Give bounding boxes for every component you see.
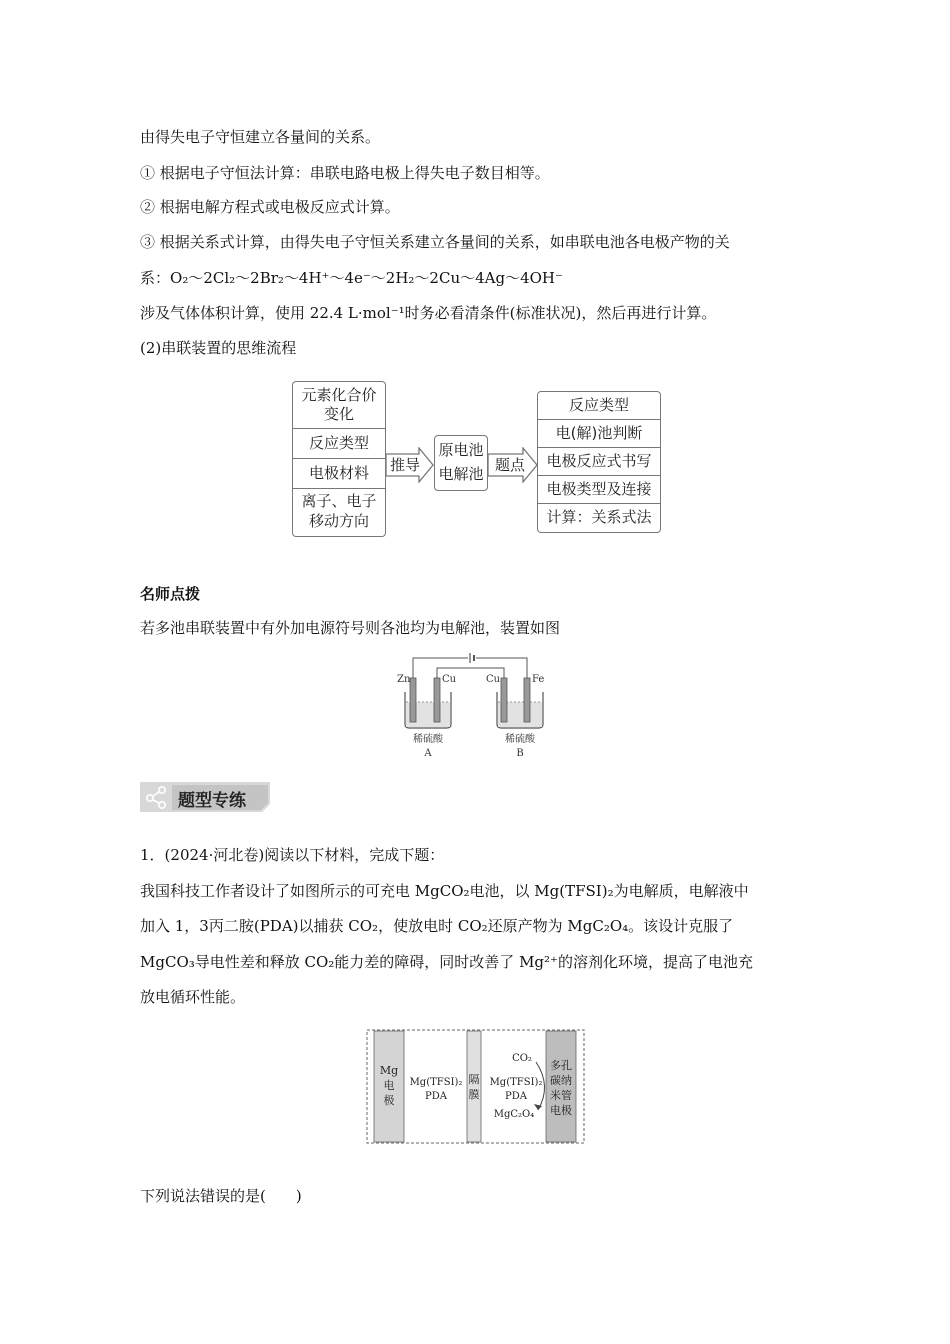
electrode-fe — [524, 678, 530, 722]
right-electrolyte-label: Mg(TFSI)₂ — [489, 1077, 543, 1088]
tip-heading: 名师点拨 — [140, 585, 201, 603]
electrode-cu-b — [501, 678, 507, 722]
right-electrolyte-label: PDA — [505, 1091, 527, 1102]
membrane-label: 膜 — [468, 1088, 480, 1101]
flow-right-item: 反应类型 — [568, 396, 629, 414]
label-zn: Zn — [397, 674, 411, 685]
flow-middle-item: 原电池 — [438, 441, 484, 459]
flow-right-item: 计算：关系式法 — [546, 508, 652, 526]
question-paragraph: 放电循环性能。 — [140, 988, 246, 1006]
method-item-1: ① 根据电子守恒法计算：串联电路电极上得失电子数目相等。 — [140, 164, 550, 182]
divider — [538, 447, 660, 448]
label-fe: Fe — [532, 674, 545, 685]
divider — [293, 428, 385, 429]
relation-formula: O₂～2Cl₂～2Br₂～4H⁺～4e⁻～2H₂～2Cu～4Ag～4OH⁻ — [170, 269, 563, 287]
membrane — [467, 1031, 481, 1142]
electrode-zn — [410, 678, 416, 722]
cathode-label: 多孔 — [550, 1059, 572, 1072]
product-label: MgC₂O₄ — [493, 1109, 535, 1120]
divider — [538, 503, 660, 504]
mg-electrode-label: Mg — [379, 1064, 399, 1077]
flow-left-item: 元素化合价 — [301, 386, 377, 404]
flow-left-box — [292, 381, 386, 537]
banner-title: 题型专练 — [178, 791, 246, 811]
flow-left-item: 变化 — [323, 405, 354, 423]
intro-line: 由得失电子守恒建立各量间的关系。 — [140, 128, 381, 146]
relation-line — [140, 268, 563, 288]
divider — [538, 475, 660, 476]
series-cells-figure — [390, 650, 560, 765]
flow-middle-box — [434, 435, 488, 491]
battery-figure — [366, 1028, 586, 1146]
relation-prefix: 系： — [140, 269, 171, 287]
question-stem: 1．(2024·河北卷)阅读以下材料，完成下题： — [140, 846, 445, 864]
flow-right-item: 电极类型及连接 — [546, 480, 652, 498]
left-electrolyte-label: Mg(TFSI)₂ — [409, 1077, 463, 1088]
flow-arrow-2-label: 题点 — [494, 456, 525, 474]
cathode-label: 电极 — [550, 1104, 572, 1117]
flow-right-item: 电(解)池判断 — [555, 424, 643, 442]
label-solution-a: 稀硫酸 — [413, 734, 443, 745]
co2-label: CO₂ — [512, 1053, 532, 1064]
method-item-3: ③ 根据关系式计算，由得失电子守恒关系建立各量间的关系，如串联电池各电极产物的关 — [140, 233, 730, 251]
label-cu-a: Cu — [442, 674, 457, 685]
left-electrolyte-label: PDA — [425, 1091, 447, 1102]
question-paragraph: 加入 1，3丙二胺(PDA)以捕获 CO₂，使放电时 CO₂还原产物为 MgC₂O₄。该设计克服了 — [140, 917, 734, 935]
question-paragraph: 我国科技工作者设计了如图所示的可充电 MgCO₂电池，以 Mg(TFSI)₂为电解质，电解液中 — [140, 882, 749, 900]
cathode-label: 碳纳 — [550, 1074, 572, 1087]
section-heading: (2)串联装置的思维流程 — [140, 339, 297, 357]
label-solution-b: 稀硫酸 — [505, 734, 535, 745]
flow-right-item: 电极反应式书写 — [546, 452, 652, 470]
label-cell-a: A — [424, 748, 432, 759]
mg-electrode-label: 极 — [383, 1094, 395, 1107]
section-banner — [140, 782, 270, 812]
label-cu-b: Cu — [486, 674, 501, 685]
flow-left-item: 反应类型 — [308, 434, 369, 452]
divider — [293, 488, 385, 489]
method-item-2: ② 根据电解方程式或电极反应式计算。 — [140, 198, 400, 216]
flow-right-box — [537, 391, 661, 533]
question-paragraph: MgCO₃导电性差和释放 CO₂能力差的障碍，同时改善了 Mg²⁺的溶剂化环境，提高了电池充 — [140, 953, 753, 971]
cathode-label: 米管 — [550, 1089, 572, 1102]
divider — [538, 419, 660, 420]
label-cell-b: B — [516, 748, 524, 759]
gas-volume-note: 涉及气体体积计算，使用 22.4 L·mol⁻¹时务必看清条件(标准状况)，然后再进行计算。 — [140, 304, 717, 322]
tip-text: 若多池串联装置中有外加电源符号则各池均为电解池，装置如图 — [140, 619, 561, 637]
divider — [293, 458, 385, 459]
flow-left-item: 移动方向 — [308, 512, 369, 530]
flow-middle-item: 电解池 — [438, 465, 484, 483]
question-ask: 下列说法错误的是( ) — [140, 1187, 302, 1205]
membrane-label: 隔 — [468, 1073, 480, 1086]
electrode-cu-a — [434, 678, 440, 722]
flow-arrow-1-label: 推导 — [389, 456, 420, 474]
flow-left-item: 电极材料 — [308, 464, 369, 482]
mg-electrode-label: 电 — [383, 1079, 395, 1092]
flow-left-item: 离子、电子 — [301, 492, 377, 510]
